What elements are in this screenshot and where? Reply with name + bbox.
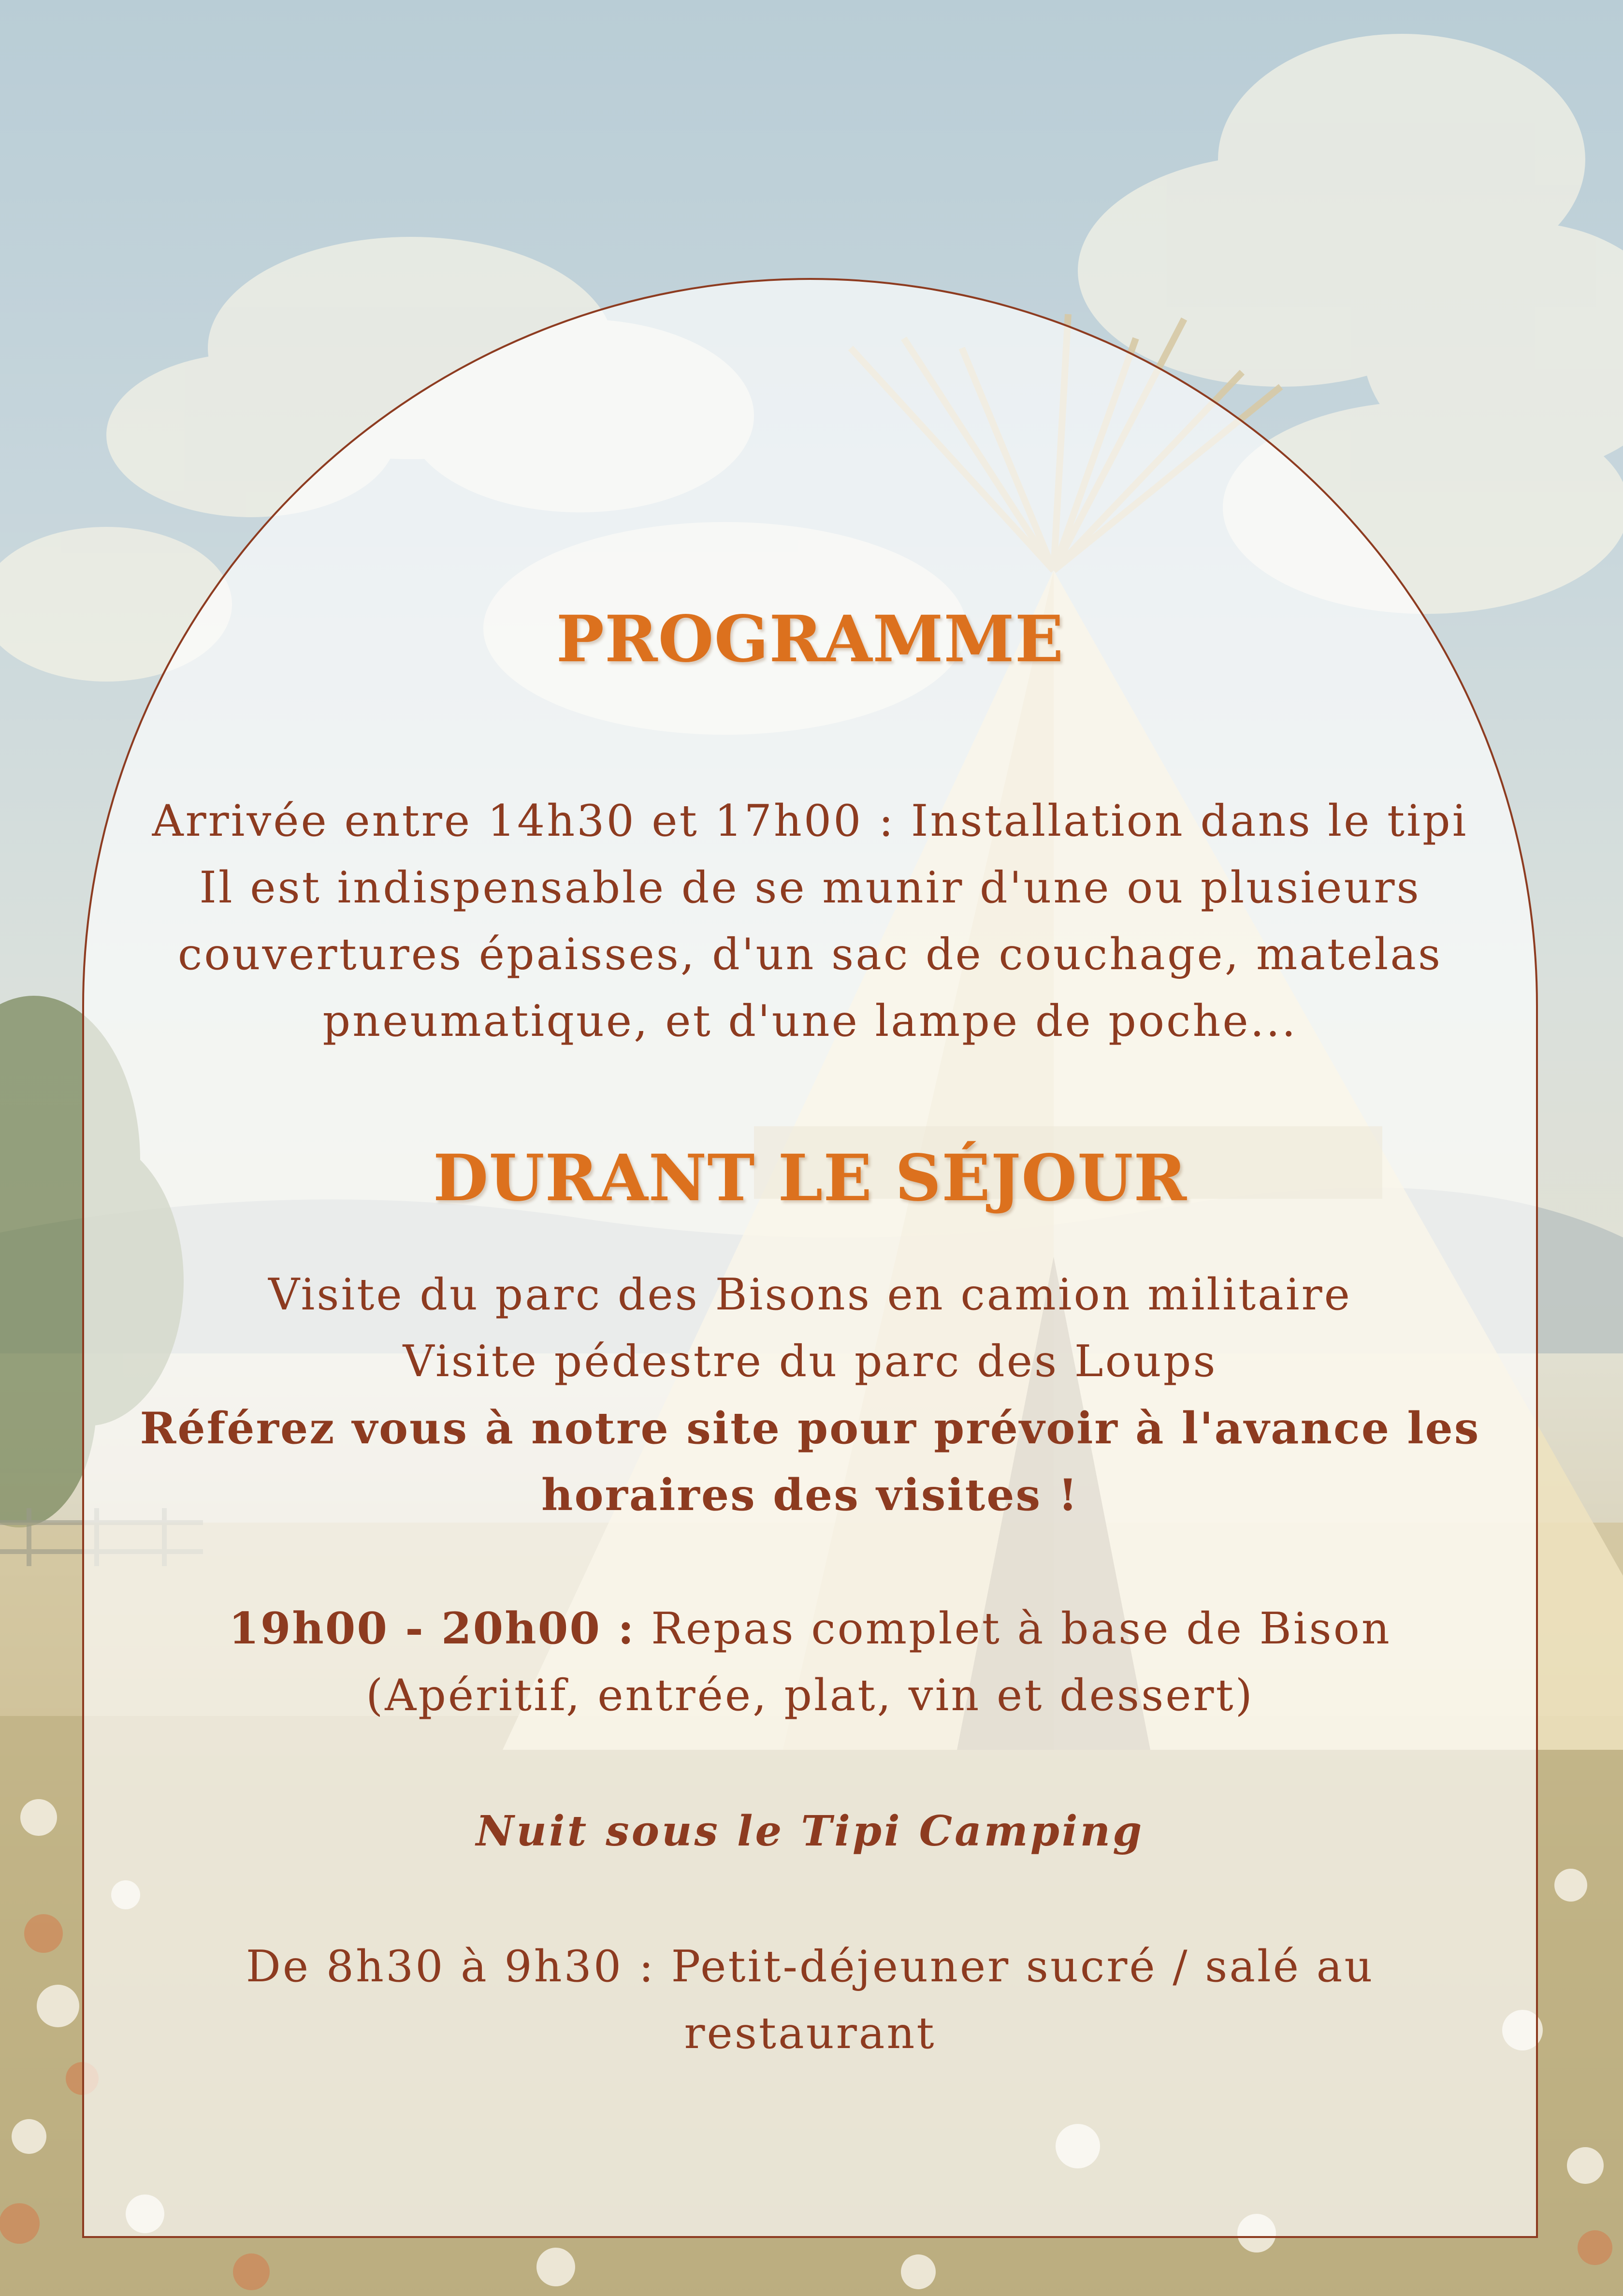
meal-detail: (Apéritif, entrée, plat, vin et dessert) xyxy=(366,1670,1254,1721)
visit-line: Visite du parc des Bisons en camion militaire xyxy=(268,1269,1352,1320)
meal-time: 19h00 - 20h00 : xyxy=(229,1603,636,1654)
meal-line xyxy=(97,1595,1523,1662)
website-notice: horaires des visites ! xyxy=(541,1469,1079,1521)
programme-text xyxy=(97,788,1523,1055)
sejour-title: DURANT LE SÉJOUR xyxy=(433,1141,1188,1216)
breakfast-line: De 8h30 à 9h30 : Petit-déjeuner sucré / salé au xyxy=(246,1941,1375,1992)
breakfast-line: restaurant xyxy=(684,2008,936,2059)
programme-line: Il est indispensable de se munir d'une ou plusieurs xyxy=(199,862,1421,913)
night-info xyxy=(97,1798,1523,1865)
programme-line: pneumatique, et d'une lampe de poche... xyxy=(322,996,1298,1046)
visit-line: Visite pédestre du parc des Loups xyxy=(403,1336,1217,1387)
programme-line: couvertures épaisses, d'un sac de couchage, matelas xyxy=(177,929,1443,980)
meal-text: Repas complet à base de Bison xyxy=(635,1603,1391,1654)
programme-title: PROGRAMME xyxy=(556,602,1064,677)
meal-info xyxy=(97,1595,1523,1729)
sejour-visits xyxy=(97,1262,1523,1528)
website-notice: Référez vous à notre site pour prévoir à l'avance les xyxy=(140,1403,1480,1454)
night-line: Nuit sous le Tipi Camping xyxy=(476,1807,1145,1856)
breakfast-info xyxy=(97,1933,1523,2067)
programme-line: Arrivée entre 14h30 et 17h00 : Installation dans le tipi xyxy=(152,796,1468,846)
